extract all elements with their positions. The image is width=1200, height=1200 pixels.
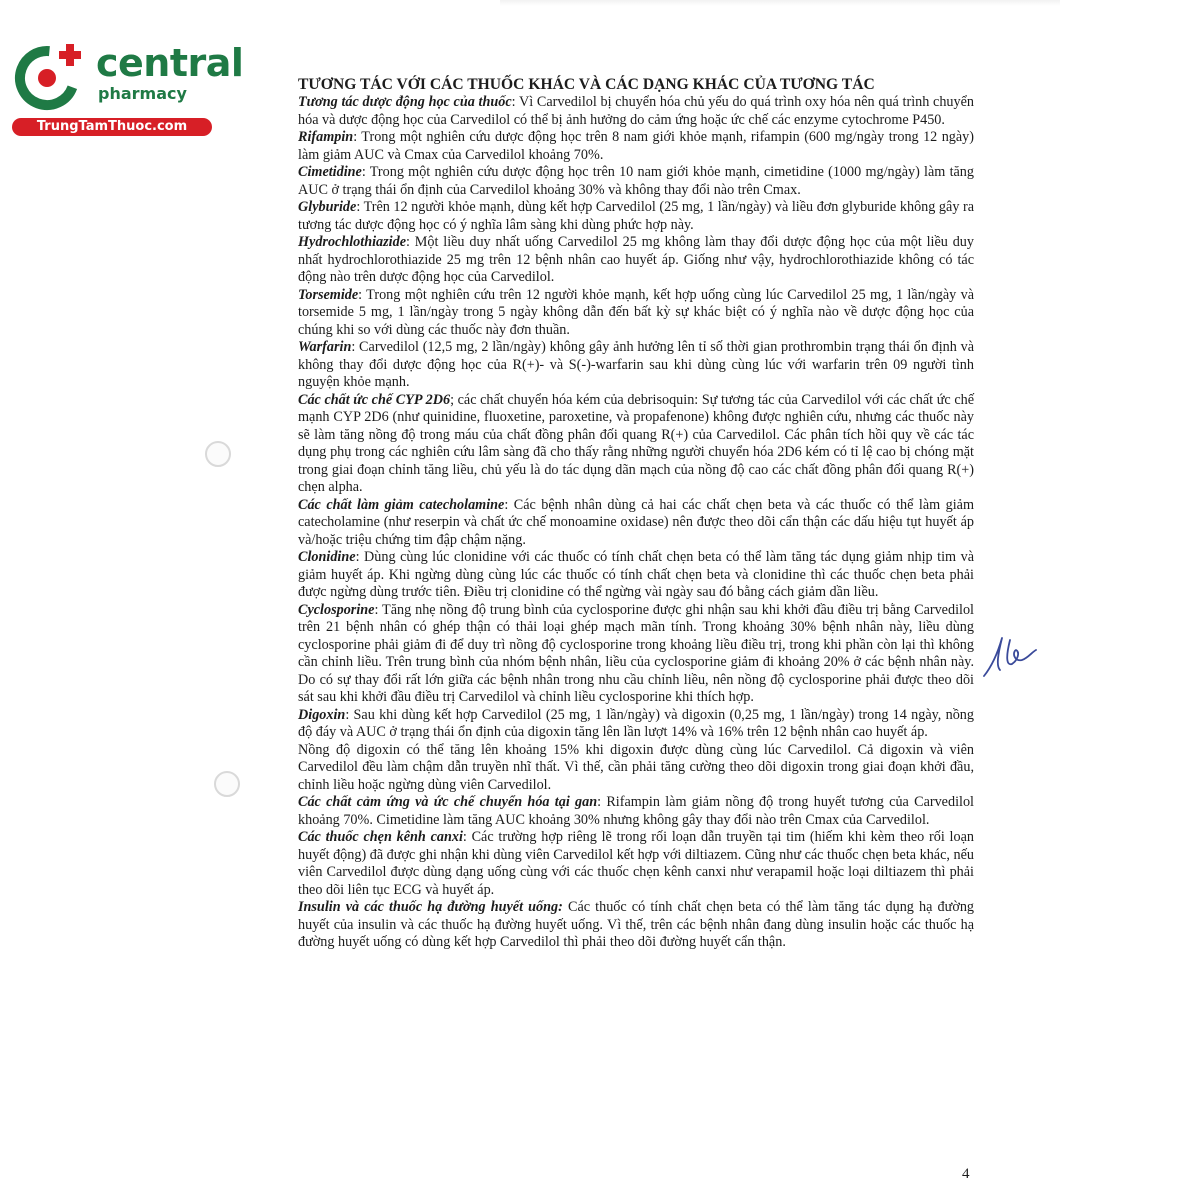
paragraph-term: Các chất ức chế CYP 2D6 (298, 391, 451, 408)
section-title: TƯƠNG TÁC VỚI CÁC THUỐC KHÁC VÀ CÁC DẠNG KHÁC CỦA TƯƠNG TÁC (298, 76, 875, 93)
paragraph-text: : Sau khi dùng kết hợp Carvedilol (25 mg, 1 lần/ngày) và digoxin (0,25 mg, 1 lần/ngày) trong 14 ngày, nồng độ đáy và AUC ở trạng thái ổn định của digoxin tăng lên lần lượt 14% và 16% trên 12 bệnh nhân cao huyết áp. (298, 706, 974, 740)
paragraph-term: Các chất làm giảm catecholamine (298, 496, 505, 513)
page-number: 4 (962, 1166, 970, 1182)
punch-hole (214, 771, 240, 797)
paragraph-text: : Trong một nghiên cứu dược động học trên 8 nam giới khỏe mạnh, rifampin (600 mg/ngày trong 12 ngày) làm giảm AUC và Cmax của Carvedilol khoảng 70%. (298, 129, 974, 163)
paragraph-text: Nồng độ digoxin có thể tăng lên khoảng 15% khi digoxin được dùng cùng lúc Carvedilol. Cả digoxin và viên Carvedilol đều làm chậm dẫn truyền nhĩ thất. Vì thế, cần phải tăng cường theo dõi digoxin trong giai đoạn khởi đầu, chỉnh liều hoặc ngừng dùng viên Carvedilol. (298, 741, 974, 793)
paragraph-text: ; các chất chuyển hóa kém của debrisoquin: Sự tương tác của Carvedilol với các chất ức chế mạnh CYP 2D6 (như quinidine, fluoxetine, paroxetine, và propafenone) không được nghiên cứu, nhưng các thuốc này sẽ làm tăng nồng độ trong máu của chất đồng phân đối quang R(+) của Carvedilol. Các phân tích hồi quy về các tác dụng phụ trong các nghiên cứu lâm sàng đã cho thấy rằng những người chuyển hóa 2D6 kém có tỉ lệ cao bị chóng mặt trong giai đoạn chỉnh tăng liều, chủ yếu là do tác dụng dãn mạch của nồng độ cao các chất đồng phân đối quang R(+) chẹn alpha. (298, 391, 975, 495)
paragraph (298, 829, 974, 899)
paragraph (298, 742, 974, 795)
punch-hole (205, 441, 231, 467)
paragraph-term: Warfarin (298, 339, 352, 355)
paragraph (298, 794, 974, 829)
paragraph-term: Hydrochlothiazide (298, 234, 406, 250)
paragraph-text: : Tăng nhẹ nồng độ trung bình của cyclosporine được ghi nhận sau khi khởi đầu điều trị bằng Carvedilol trên 21 bệnh nhân có ghép thận có thải loại ghép mạch mãn tính. Trong khoảng 30% bệnh nhân này, liều dùng cyclosporine phải giảm đi để duy trì nồng độ cyclosporine trong khoảng liều điều trị, trong khi phần còn lại thì không cần chỉnh liều. Trên trung bình của nhóm bệnh nhân, liều của cyclosporine giảm đi khoảng 20% ở các bệnh nhân này. Do có sự thay đổi rất lớn giữa các bệnh nhân trong nhu cầu chỉnh liều, nên nồng độ cyclosporine phải được theo dõi sát sau khi khởi đầu điều trị Carvedilol và chỉnh liều cyclosporine khi thích hợp. (298, 601, 974, 705)
scan-edge (500, 0, 1060, 6)
paragraph-term: Rifampin (298, 129, 354, 145)
paragraph-text: : Trong một nghiên cứu dược động học trên 10 nam giới khỏe mạnh, cimetidine (1000 mg/ngày) làm tăng AUC ở trạng thái ổn định của Carvedilol khoảng 30% và không thay đổi nào trên Cmax. (298, 164, 974, 198)
paragraph (298, 497, 974, 550)
paragraph-text: : Carvedilol (12,5 mg, 2 lần/ngày) không gây ảnh hưởng lên tỉ số thời gian prothrombin trạng thái ổn định và không thay đổi dược động học của R(+)- và S(-)-warfarin sau khi dùng cùng lúc với warfarin trên 09 người tình nguyện khỏe mạnh. (298, 339, 974, 390)
paragraph (298, 199, 974, 234)
paragraph-term: Torsemide (298, 286, 359, 303)
paragraph (298, 339, 974, 392)
paragraph-term: Các thuốc chẹn kênh canxi (298, 829, 463, 845)
paragraph (298, 94, 974, 129)
paragraph-text: : Một liều duy nhất uống Carvedilol 25 mg không làm thay đổi dược động học của một liều duy nhất hydrochlorothiazide 25 mg trên 12 bệnh nhân cao huyết áp. Giống như vậy, hydrochlorothiazide không có tác động nào trên dược động học của Carvedilol. (298, 234, 974, 285)
paragraph-term: Digoxin (298, 706, 346, 723)
paragraph-term: Tương tác dược động học của thuốc (298, 94, 512, 110)
logo-url-badge[interactable]: TrungTamThuoc.com (12, 118, 212, 136)
document-body (298, 76, 974, 952)
paragraph (298, 287, 974, 340)
paragraph-text: : Các bệnh nhân dùng cả hai các chất chẹn beta và các thuốc có thể làm giảm catecholamine (như reserpin và chất ức chế monoamine oxidase) nên được theo dõi cẩn thận các dấu hiệu tụt huyết áp và/hoặc triệu chứng tim đập chậm nặng. (298, 496, 974, 548)
paragraph (298, 549, 974, 602)
paragraph (298, 164, 974, 199)
paragraph (298, 234, 974, 287)
paragraph (298, 707, 974, 742)
paragraph-text: : Trên 12 người khỏe mạnh, dùng kết hợp Carvedilol (25 mg, 1 lần/ngày) và liều đơn glyburide không gây ra tương tác dược động học có ý nghĩa lâm sàng khi dùng phức hợp này. (298, 199, 974, 233)
paragraph-term: Cyclosporine (298, 601, 375, 618)
pharmacy-cross-logo-icon (14, 40, 86, 112)
paragraph-text: : Các trường hợp riêng lẽ trong rối loạn dẫn truyền tại tim (hiếm khi kèm theo rối loạn huyết động) đã được ghi nhận khi dùng viên Carvedilol kết hợp với diltiazem. Cũng như các thuốc chẹn beta khác, nếu viên Carvedilol được dùng dạng uống cùng với các thuốc chẹn kênh canxi như verapamil hoặc loại diltiazem thì phải theo dõi liên tục ECG và huyết áp. (298, 829, 974, 898)
paragraph-term: Insulin và các thuốc hạ đường huyết uống: (298, 899, 563, 915)
paragraph-text: Các thuốc có tính chất chẹn beta có thể làm tăng tác dụng hạ đường huyết của insulin và các thuốc hạ đường huyết uống. Vì thế, trên các bệnh nhân đang dùng insulin hoặc các thuốc hạ đường huyết uống có dùng kết hợp Carvedilol thì phải theo dõi đường huyết cẩn thận. (298, 899, 975, 950)
paragraph (298, 899, 974, 952)
paragraph (298, 392, 974, 497)
paragraph-list (298, 94, 974, 952)
logo-subtitle: pharmacy (98, 84, 187, 103)
paragraph-term: Glyburide (298, 199, 357, 215)
logo-name: central (96, 41, 244, 85)
paragraph-term: Cimetidine (298, 164, 362, 180)
paragraph-text: : Vì Carvedilol bị chuyển hóa chủ yếu do quá trình oxy hóa nên quá trình chuyển hóa và dược động học của Carvedilol có thể bị ảnh hưởng do cảm ứng hoặc ức chế các enzyme cytochrome P450. (298, 94, 974, 128)
paragraph-text: : Rifampin làm giảm nồng độ trong huyết tương của Carvedilol khoảng 70%. Cimetidine làm tăng AUC khoảng 30% nhưng không gây thay đổi nào trên Cmax của Carvedilol. (298, 794, 974, 828)
paragraph (298, 129, 974, 164)
paragraph-term: Clonidine (298, 549, 356, 565)
paragraph-text: : Dùng cùng lúc clonidine với các thuốc có tính chất chẹn beta có thể làm tăng tác dụng giảm nhịp tim và giảm huyết áp. Khi ngừng dùng cùng lúc các thuốc có tính chất chẹn beta và clonidine thì các thuốc chẹn beta phải được ngừng dùng trước tiên. Điều trị clonidine có thể ngừng vài ngày sau đó bằng cách giảm dần liều. (298, 549, 974, 600)
paragraph-term: Các chất cảm ứng và ức chế chuyển hóa tại gan (298, 794, 598, 810)
paragraph-text: : Trong một nghiên cứu trên 12 người khỏe mạnh, kết hợp uống cùng lúc Carvedilol 25 mg, 1 lần/ngày và torsemide 5 mg, 1 lần/ngày trong 5 ngày không dẫn đến bất kỳ sự khác biệt có ý nghĩa nào về dược động học của chúng khi so với dùng các thuốc này đơn thuần. (298, 286, 974, 338)
handwritten-initials-signature (980, 630, 1042, 682)
paragraph (298, 602, 974, 707)
central-pharmacy-logo[interactable] (8, 38, 244, 138)
